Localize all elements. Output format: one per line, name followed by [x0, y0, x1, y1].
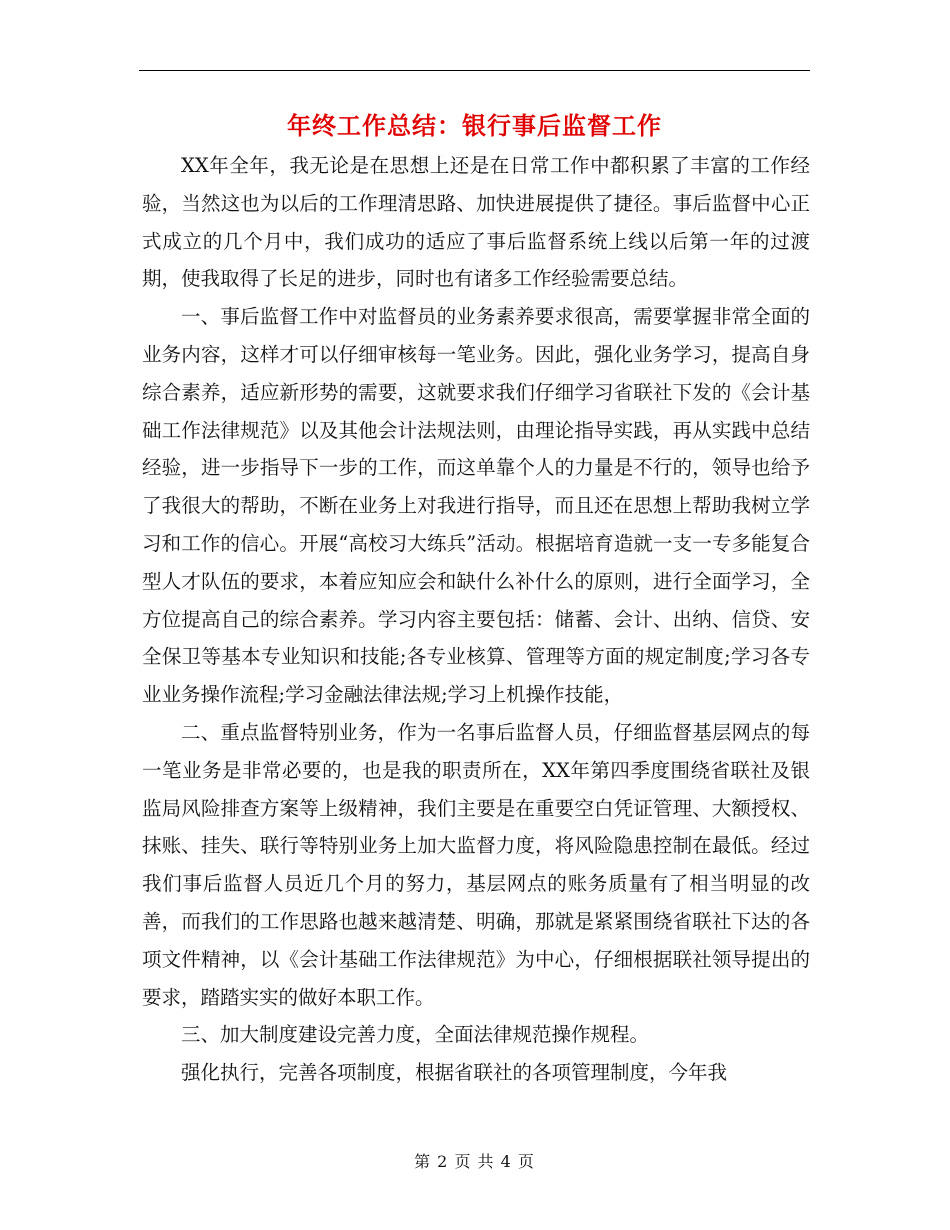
paragraph-section-two: 二、重点监督特别业务，作为一名事后监督人员，仔细监督基层网点的每一笔业务是非常必要的，也是我的职责所在，XX年第四季度围绕省联社及银监局风险排查方案等上级精神，我们主要是在重要空白凭证管理、大额授权、抹账、挂失、联行等特别业务上加大监督力度，将风险隐患控制在最低。经过我们事后监督人员近几个月的努力，基层网点的账务质量有了相当明显的改善，而我们的工作思路也越来越清楚、明确，那就是紧紧围绕省联社下达的各项文件精神，以《会计基础工作法律规范》为中心，仔细根据联社领导提出的要求，踏踏实实的做好本职工作。 [142, 720, 810, 1009]
paragraph-section-three-body: 强化执行，完善各项制度，根据省联社的各项管理制度，今年我 [181, 1061, 728, 1085]
page-footer: 第 2 页 共 4 页 [414, 1152, 535, 1171]
document-body [142, 147, 810, 1092]
paragraph-section-three-heading: 三、加大制度建设完善力度，全面法律规范操作规程。 [181, 1023, 650, 1047]
document-title: 年终工作总结：银行事后监督工作 [287, 111, 662, 140]
paragraph-intro: XX年全年，我无论是在思想上还是在日常工作中都积累了丰富的工作经验，当然这也为以后的工作理清思路、加快进展提供了捷径。事后监督中心正式成立的几个月中，我们成功的适应了事后监督系统上线以后第一年的过渡期，使我取得了长足的进步，同时也有诸多工作经验需要总结。 [142, 154, 810, 291]
paragraph-section-one: 一、事后监督工作中对监督员的业务素养要求很高，需要掌握非常全面的业务内容，这样才可以仔细审核每一笔业务。因此，强化业务学习，提高自身综合素养，适应新形势的需要，这就要求我们仔细学习省联社下发的《会计基础工作法律规范》以及其他会计法规法则，由理论指导实践，再从实践中总结经验，进一步指导下一步的工作，而这单靠个人的力量是不行的，领导也给予了我很大的帮助，不断在业务上对我进行指导，而且还在思想上帮助我树立学习和工作的信心。开展“高校习大练兵”活动。根据培育造就一支一专多能复合型人才队伍的要求，本着应知应会和缺什么补什么的原则，进行全面学习，全方位提高自己的综合素养。学习内容主要包括：储蓄、会计、出纳、信贷、安全保卫等基本专业知识和技能;各专业核算、管理等方面的规定制度;学习各专业业务操作流程;学习金融法律法规;学习上机操作技能， [142, 305, 810, 707]
header-rule [139, 70, 810, 71]
